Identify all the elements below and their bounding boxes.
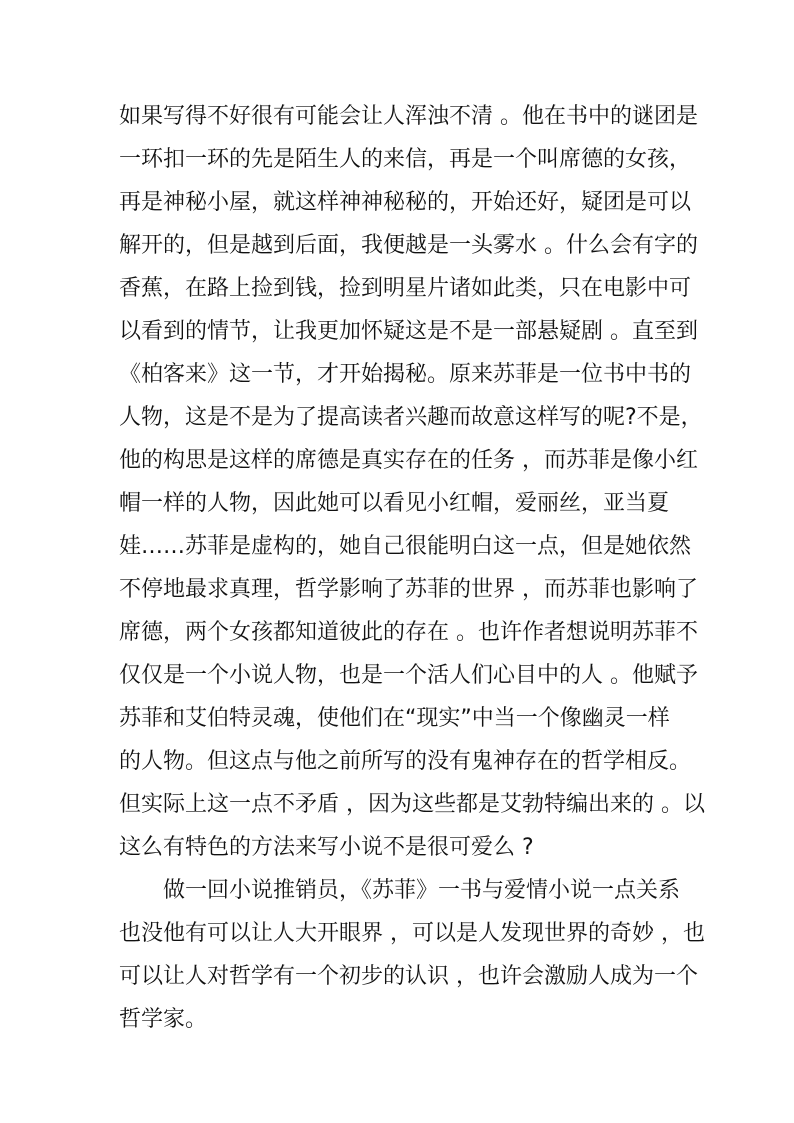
paragraph-line: 香蕉，在路上捡到钱，捡到明星片诸如此类，只在电影中可 — [119, 276, 692, 301]
paragraph-line: 帽一样的人物，因此她可以看见小红帽，爱丽丝，亚当夏 — [119, 491, 670, 516]
paragraph-line: 也没他有可以让人大开眼界 ，可以是人发现世界的奇妙 ，也 — [119, 921, 705, 946]
paragraph-line: 不停地最求真理，哲学影响了苏菲的世界 ，而苏菲也影响了 — [119, 577, 698, 602]
paragraph-line: 这么有特色的方法来写小说不是很可爱么 ? — [119, 835, 534, 860]
paragraph-line: 但实际上这一点不矛盾 ，因为这些都是艾勃特编出来的 。以 — [119, 792, 705, 817]
paragraph-line: 如果写得不好很有可能会让人浑浊不清 。他在书中的谜团是 — [119, 104, 698, 129]
paragraph-line: 再是神秘小屋，就这样神神秘秘的，开始还好，疑团是可以 — [119, 190, 692, 215]
paragraph-line: 解开的，但是越到后面，我便越是一头雾水 。什么会有字的 — [119, 233, 698, 258]
paragraph-line: 他的构思是这样的席德是真实存在的任务 ，而苏菲是像小红 — [119, 448, 698, 473]
paragraph-line: 《柏客来》这一节，才开始揭秘。原来苏菲是一位书中书的 — [119, 362, 692, 387]
paragraph-line: 的人物。但这点与他之前所写的没有鬼神存在的哲学相反。 — [119, 749, 692, 774]
paragraph-line: 以看到的情节，让我更加怀疑这是不是一部悬疑剧 。直至到 — [119, 319, 698, 344]
paragraph-line: 席德，两个女孩都知道彼此的存在 。也许作者想说明苏菲不 — [119, 620, 698, 645]
paragraph-line-indented: 做一回小说推销员，《苏菲》一书与爱情小说一点关系 — [163, 878, 681, 903]
paragraph-line: 哲学家。 — [119, 1007, 208, 1032]
paragraph-line: 苏菲和艾伯特灵魂，使他们在“现实”中当一个像幽灵一样 — [119, 706, 670, 731]
paragraph-line: 娃……苏菲是虚构的，她自己很能明白这一点，但是她依然 — [119, 534, 692, 559]
paragraph-line: 一环扣一环的先是陌生人的来信，再是一个叫席德的女孩， — [119, 147, 692, 172]
paragraph-line: 可以让人对哲学有一个初步的认识 ，也许会激励人成为一个 — [119, 964, 698, 989]
paragraph-line: 仅仅是一个小说人物，也是一个活人们心目中的人 。他赋予 — [119, 663, 698, 688]
paragraph-line: 人物，这是不是为了提高读者兴趣而故意这样写的呢?不是， — [119, 405, 703, 430]
